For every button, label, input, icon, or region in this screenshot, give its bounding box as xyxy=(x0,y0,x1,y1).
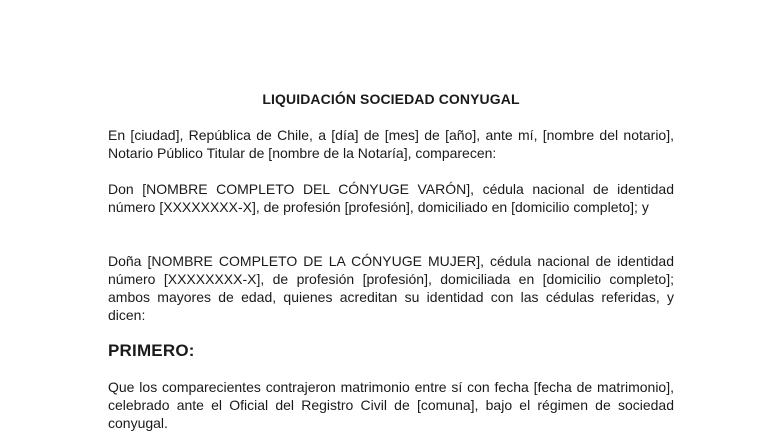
section-heading: PRIMERO: xyxy=(108,341,195,360)
paragraph-husband: Don [NOMBRE COMPLETO DEL CÓNYUGE VARÓN], cédula nacional de identidad número [XXXXXXXX-X], de profesión [profesión], domiciliado en [domicilio completo]; y xyxy=(108,181,674,215)
paragraph-appearance: En [ciudad], República de Chile, a [día] de [mes] de [año], ante mí, [nombre del notario], Notario Público Titular de [nombre de la Notaría], comparecen: xyxy=(108,127,674,161)
paragraph-wife: Doña [NOMBRE COMPLETO DE LA CÓNYUGE MUJER], cédula nacional de identidad número [XXXXXXXX-X], de profesión [profesión], domiciliada en [domicilio completo]; ambos mayores de edad, quienes acreditan su identidad con las cédulas referidas, y dicen: xyxy=(108,253,674,323)
section-paragraph: Que los comparecientes contrajeron matrimonio entre sí con fecha [fecha de matrimonio], celebrado ante el Oficial del Registro Civil de [comuna], bajo el régimen de sociedad conyugal. xyxy=(108,379,674,431)
document-title: LIQUIDACIÓN SOCIEDAD CONYUGAL xyxy=(262,91,520,107)
